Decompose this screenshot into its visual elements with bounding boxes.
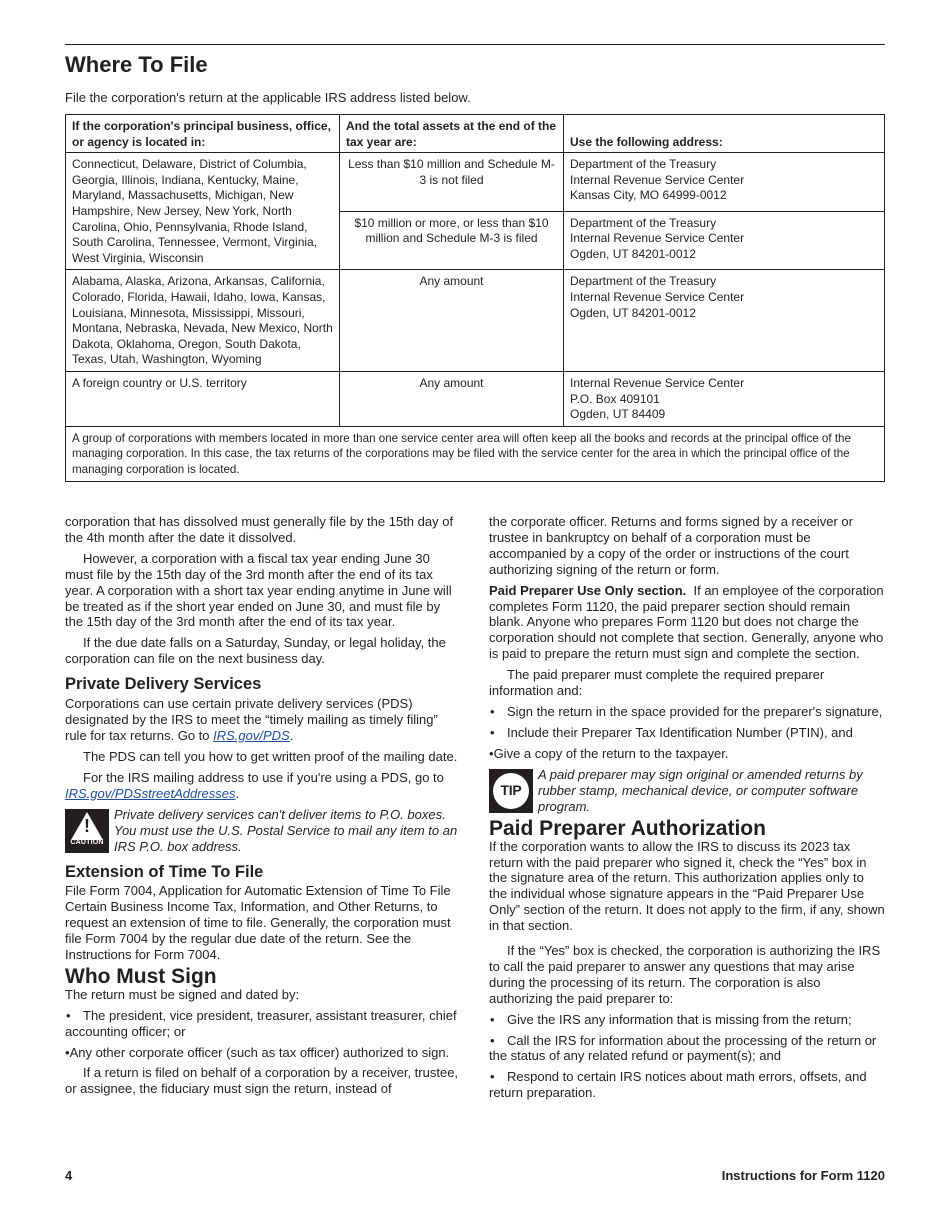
paragraph: The PDS can tell you how to get written proof of the mailing date.: [83, 748, 458, 764]
address-line: Internal Revenue Service Center: [570, 231, 745, 246]
paragraph: If the due date falls on a Saturday, Sunday, or legal holiday, the corporation can file on the next business day.: [65, 635, 446, 667]
tip-callout: [489, 767, 885, 815]
tip-icon: [489, 769, 533, 813]
paragraph: [489, 583, 885, 663]
bullet-text: Give the IRS any information that is missing from the return;: [507, 1011, 852, 1027]
paragraph: [65, 696, 461, 744]
bullet-item: [489, 1033, 885, 1065]
address-cell: [564, 371, 885, 426]
top-rule: [65, 44, 885, 45]
table-note-row: [66, 426, 885, 481]
address-line: Department of the Treasury: [570, 274, 717, 289]
paragraph: File Form 7004, Application for Automatic Extension of Time To File Certain Business Income Tax, Information, and Other Returns, to request an extension of time to file. Generally, the corporation must file Form 7004 by the regular due date of the return. See the Instructions for Form 7004.: [65, 883, 451, 963]
bullet-text: Respond to certain IRS notices about math errors, offsets, and return preparation.: [489, 1069, 867, 1101]
section-intro: File the corporation's return at the applicable IRS address listed below.: [65, 90, 471, 105]
section-title: Where To File: [65, 52, 208, 77]
link-irs-pds[interactable]: IRS.gov/PDS: [213, 727, 290, 743]
address-line: Internal Revenue Service Center: [570, 289, 745, 304]
address-line: Kansas City, MO 64999-0012: [570, 188, 727, 203]
bullet-icon: •: [65, 1044, 70, 1060]
bullet-icon: •: [490, 724, 495, 740]
tip-text: A paid preparer may sign original or amended returns by rubber stamp, mechanical device, or computer software program.: [538, 766, 863, 814]
link-irs-pds-street-addresses[interactable]: IRS.gov/PDSstreetAddresses: [65, 785, 236, 801]
bullet-text: Sign the return in the space provided for the preparer's signature,: [507, 703, 883, 719]
page-number: 4: [65, 1168, 73, 1183]
bullet-item: [489, 1012, 885, 1028]
paragraph: The return must be signed and dated by:: [65, 986, 300, 1002]
address-cell: [564, 153, 885, 212]
bullet-icon: •: [490, 1069, 495, 1085]
assets-cell: Any amount: [340, 371, 564, 426]
paragraph: If a return is filed on behalf of a corporation by a receiver, trustee, or assignee, the fiduciary must sign the return, instead of: [65, 1065, 459, 1097]
bullet-item: [489, 746, 885, 762]
bullet-text: Any other corporate officer (such as tax officer) authorized to sign.: [69, 1044, 450, 1060]
paragraph: the corporate officer. Returns and forms signed by a receiver or trustee in bankruptcy on behalf of a corporation must be accompanied by a copy of the order or instructions of the court authorizing signing of the return or form.: [489, 514, 853, 577]
paragraph: [65, 770, 461, 802]
table-row: [66, 371, 885, 426]
heading-who-must-sign: Who Must Sign: [65, 964, 217, 988]
table-note: A group of corporations with members located in more than one service center area will often keep all the books and records at the principal office of the managing corporation. In this case, the tax returns of the corporations may be filed with the service center for the area in which the principal office of the managing corporation is located.: [66, 426, 885, 481]
address-line: Internal Revenue Service Center: [570, 172, 745, 187]
assets-cell: Any amount: [340, 270, 564, 372]
document-title: Instructions for Form 1120: [721, 1168, 885, 1183]
text: .: [235, 785, 240, 801]
table-row: [66, 153, 885, 212]
header-location: If the corporation's principal business, office, or agency is located in:: [66, 115, 340, 153]
assets-cell: $10 million or more, or less than $10 million and Schedule M-3 is filed: [340, 211, 564, 270]
paragraph: However, a corporation with a fiscal tax year ending June 30 must file by the 15th day of the 3rd month after the end of its tax year. A corporation with a short tax year ending anytime in June will be treated as if the short year ended on June 30, and must file by the 15th day of the 3rd month after the end of its tax year.: [65, 550, 452, 630]
bullet-icon: •: [66, 1007, 71, 1023]
tip-label: TIP: [493, 773, 529, 809]
bullet-icon: •: [490, 1011, 495, 1027]
address-line: Department of the Treasury: [570, 215, 717, 230]
paragraph: If the corporation wants to allow the IRS to discuss its 2023 tax return with the paid preparer who signed it, check the “Yes” box in the signature area of the return. This authorization applies only to the individual whose signature appears in the “Paid Preparer Use Only” section of the return. It does not apply to the firm, if any, shown in that section.: [489, 838, 885, 934]
right-column: [489, 514, 885, 1106]
address-cell: [564, 211, 885, 270]
bullet-text: Include their Preparer Tax Identification Number (PTIN), and: [507, 724, 853, 740]
text: Corporations can use certain private delivery services (PDS) designated by the IRS to meet the “timely mailing as timely filing” rule for tax returns. Go to: [65, 696, 438, 743]
caution-text: Private delivery services can't deliver items to P.O. boxes. You must use the U.S. Postal Service to mail any item to an IRS P.O. box address.: [114, 806, 458, 854]
assets-cell: Less than $10 million and Schedule M-3 is not filed: [340, 153, 564, 212]
heading-paid-preparer-authorization: Paid Preparer Authorization: [489, 816, 766, 840]
paragraph: corporation that has dissolved must generally file by the 15th day of the 4th month after the date it dissolved.: [65, 514, 454, 545]
run-in-heading: Paid Preparer Use Only section.: [489, 582, 687, 598]
address-line: Ogden, UT 84409: [570, 407, 666, 422]
caution-callout: [65, 807, 461, 855]
states-cell: A foreign country or U.S. territory: [66, 371, 340, 426]
heading-private-delivery-services: Private Delivery Services: [65, 675, 262, 694]
text: If an employee of the corporation completes Form 1120, the paid preparer section should remain blank. Anyone who prepares Form 1120 but does not charge the corporation should not complete that section. Generally, anyone who is paid to prepare the return must sign and complete the section.: [489, 582, 884, 662]
bullet-text: Give a copy of the return to the taxpayer.: [493, 745, 729, 761]
bullet-text: The president, vice president, treasurer, assistant treasurer, chief accounting officer; or: [65, 1007, 457, 1039]
address-line: Internal Revenue Service Center: [570, 375, 745, 390]
states-cell: Alabama, Alaska, Arizona, Arkansas, California, Colorado, Florida, Hawaii, Idaho, Iowa, Kansas, Louisiana, Minnesota, Mississippi, Missouri, Montana, Nebraska, Nevada, New Mexico, North Dakota, Oklahoma, Oregon, South Dakota, Texas, Utah, Washington, Wyoming: [66, 270, 340, 372]
address-line: Department of the Treasury: [570, 157, 717, 172]
caution-label: CAUTION: [70, 838, 104, 846]
bullet-icon: •: [490, 703, 495, 719]
bullet-item: [489, 1069, 885, 1101]
where-to-file-table: [65, 114, 885, 482]
address-line: Ogden, UT 84201-0012: [570, 305, 696, 320]
bullet-icon: •: [490, 1032, 495, 1048]
address-line: Ogden, UT 84201-0012: [570, 246, 696, 261]
caution-exclamation: !: [84, 815, 90, 836]
bullet-item: [489, 725, 885, 741]
table-row: [66, 270, 885, 372]
text: .: [289, 727, 294, 743]
bullet-item: [489, 704, 885, 720]
heading-extension-of-time: Extension of Time To File: [65, 862, 264, 881]
text: For the IRS mailing address to use if you're using a PDS, go to: [83, 769, 444, 785]
paragraph: If the “Yes” box is checked, the corporation is authorizing the IRS to call the paid preparer to answer any questions that may arise during the processing of its return. The corporation is also authorizing the paid preparer to:: [489, 943, 881, 1006]
bullet-text: Call the IRS for information about the processing of the return or the status of any related refund or payment(s); and: [489, 1032, 877, 1064]
paragraph: The paid preparer must complete the required preparer information and:: [489, 667, 825, 699]
address-line: P.O. Box 409101: [570, 391, 660, 406]
bullet-item: [65, 1045, 461, 1061]
bullet-icon: •: [489, 745, 494, 761]
table-header-row: [66, 115, 885, 153]
caution-icon: [65, 809, 109, 853]
header-address: Use the following address:: [564, 115, 885, 153]
address-cell: [564, 270, 885, 372]
header-assets: And the total assets at the end of the tax year are:: [340, 115, 564, 153]
states-cell: Connecticut, Delaware, District of Columbia, Georgia, Illinois, Indiana, Kentucky, Maine, Maryland, Massachusetts, Michigan, New Hampshire, New Jersey, New York, North Carolina, Ohio, Pennsylvania, Rhode Island, South Carolina, Tennessee, Vermont, Virginia, West Virginia, Wisconsin: [66, 153, 340, 270]
bullet-item: [65, 1008, 461, 1040]
left-column: [65, 514, 461, 1102]
